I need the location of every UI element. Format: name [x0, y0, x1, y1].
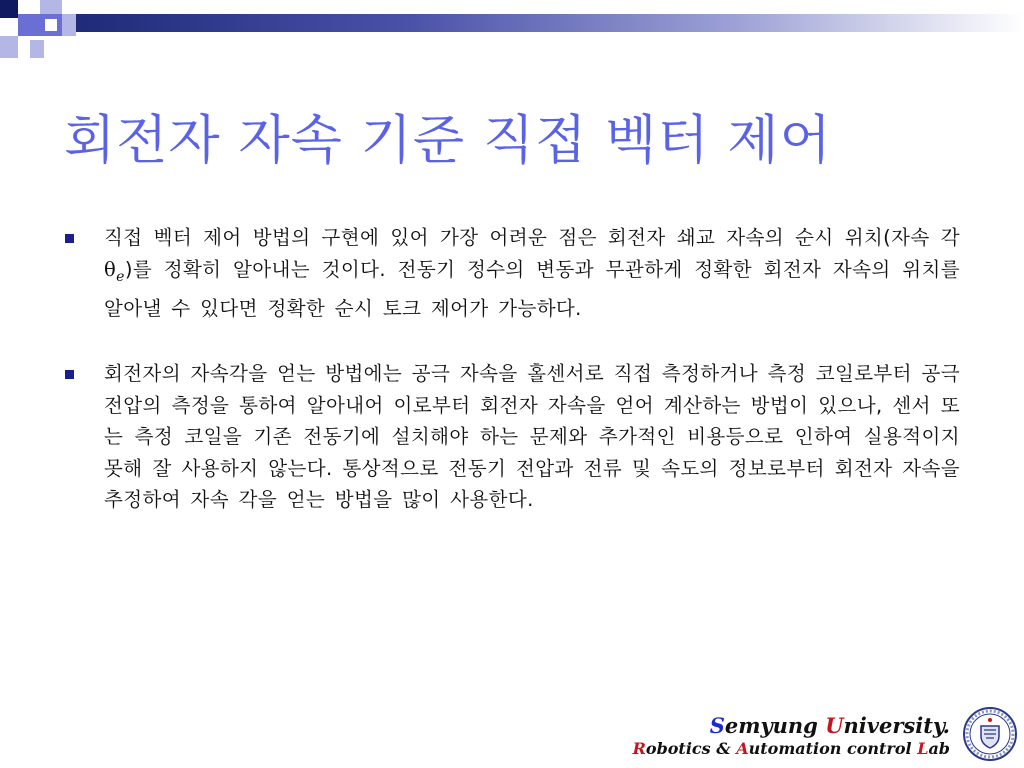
bullet-1-text-suffix: )를 정확히 알아내는 것이다. 전동기 정수의 변동과 무관하게 정확한 회전자 자속의 위치를 알아낼 수 있다면 정확한 순시 토크 제어가 가능하다. — [104, 257, 960, 320]
slide-title: 회전자 자속 기준 직접 벡터 제어 — [64, 110, 832, 171]
deco-square-lavender-3 — [0, 36, 18, 58]
bullet-item-2 — [60, 358, 960, 516]
footer-initial: R — [632, 739, 646, 758]
square-bullet-icon — [65, 370, 74, 379]
bullet-list — [60, 222, 960, 516]
footer-text: ab — [928, 739, 950, 758]
deco-square-white — [45, 19, 57, 31]
footer-initial: U — [825, 713, 844, 738]
footer-text: obotics & — [645, 739, 737, 758]
footer-text: utomation control — [748, 739, 918, 758]
deco-square-lavender-4 — [30, 40, 44, 58]
theta-symbol: θ — [104, 257, 117, 281]
theta-subscript: e — [116, 268, 125, 285]
footer-university-name — [633, 714, 950, 738]
header-gradient-bar — [76, 14, 1024, 32]
deco-square-lavender — [40, 0, 62, 14]
footer-credit — [633, 714, 950, 760]
university-seal-icon — [962, 706, 1018, 762]
bullet-item-1 — [60, 222, 960, 324]
bullet-1-text-prefix: 직접 벡터 제어 방법의 구현에 있어 가장 어려운 점은 회전자 쇄교 자속의 순시 위치(자속 각 — [104, 226, 960, 249]
footer-lab-name — [633, 738, 950, 760]
footer-initial: S — [709, 713, 725, 738]
deco-square-blue — [18, 14, 40, 36]
footer-initial: L — [917, 739, 929, 758]
square-bullet-icon — [65, 234, 74, 243]
bullet-2-text: 회전자의 자속각을 얻는 방법에는 공극 자속을 홀센서로 직접 측정하거나 측정 코일로부터 공극 전압의 측정을 통하여 알아내어 이로부터 회전자 자속을 얻어 계산하는 방법이 있으나, 센서 또는 측정 코일을 기존 전동기에 설치해야 하는 문제와 추가적인 비용등으로 인하여 실용적이지 못해 잘 사용하지 않는다. 통상적으로 전동기 전압과 전류 및 속도의 정보로부터 회전자 자속을 추정하여 자속 각을 얻는 방법을 많이 사용한다. — [104, 362, 960, 512]
footer-text: emyung — [724, 713, 826, 738]
footer-text: niversity. — [843, 713, 950, 738]
deco-square-navy — [0, 0, 18, 18]
footer-initial: A — [736, 739, 749, 758]
deco-square-lavender-2 — [62, 14, 76, 36]
